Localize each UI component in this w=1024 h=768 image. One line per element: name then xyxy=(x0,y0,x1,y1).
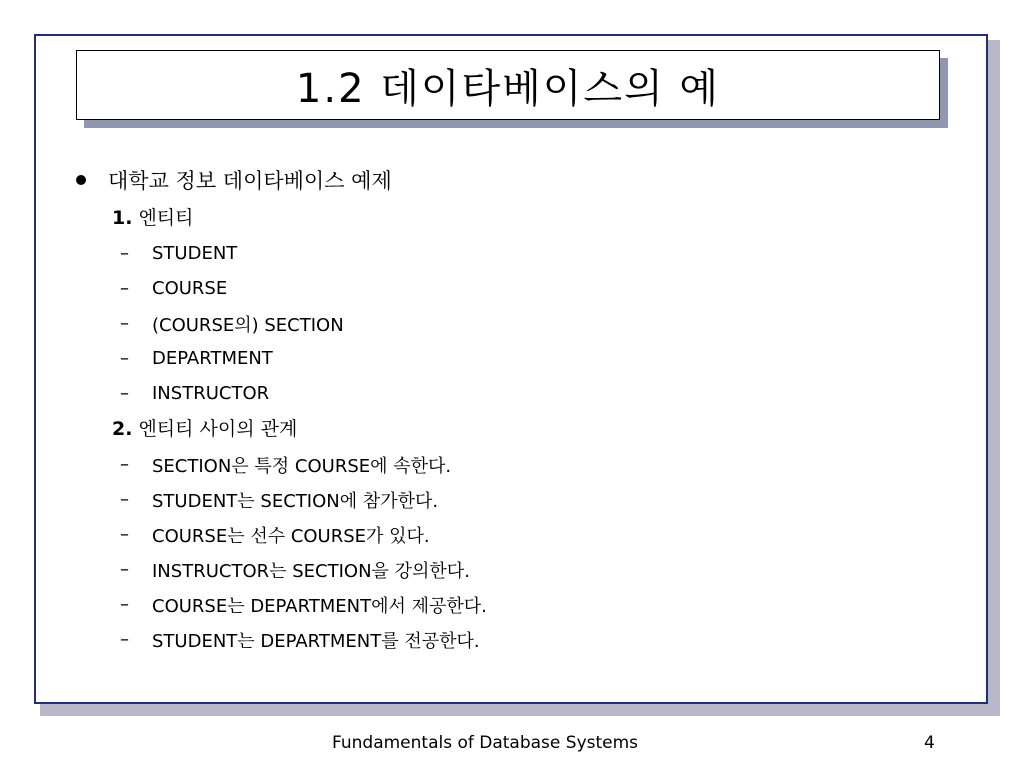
list-item-text: COURSE xyxy=(152,278,228,299)
dash-marker: – xyxy=(120,594,129,615)
slide-content xyxy=(70,160,950,657)
list-item xyxy=(120,552,950,587)
relationship-list xyxy=(120,447,950,657)
list-item xyxy=(120,236,950,271)
list-item xyxy=(120,341,950,376)
list-item-text: INSTRUCTOR xyxy=(152,383,270,404)
list-item xyxy=(120,517,950,552)
section-label: 엔티티 xyxy=(138,207,194,229)
list-item-text: DEPARTMENT xyxy=(152,348,273,369)
list-item-text: (COURSE의) SECTION xyxy=(152,314,344,336)
main-bullet xyxy=(70,160,950,200)
list-item-text: STUDENT는 DEPARTMENT를 전공한다. xyxy=(152,630,480,652)
list-item-text: INSTRUCTOR는 SECTION을 강의한다. xyxy=(152,560,470,582)
entity-list xyxy=(120,236,950,411)
list-item xyxy=(120,376,950,411)
list-item xyxy=(120,447,950,482)
list-item xyxy=(120,306,950,341)
list-item xyxy=(120,622,950,657)
dash-marker: – xyxy=(120,524,129,545)
page-number: 4 xyxy=(924,733,935,753)
list-item-text: COURSE는 DEPARTMENT에서 제공한다. xyxy=(152,595,487,617)
list-item xyxy=(120,271,950,306)
list-item-text: SECTION은 특정 COURSE에 속한다. xyxy=(152,455,452,477)
dash-marker: – xyxy=(120,278,129,299)
main-bullet-text: 대학교 정보 데이타베이스 예제 xyxy=(108,169,392,193)
dash-marker: – xyxy=(120,348,129,369)
list-item xyxy=(120,587,950,622)
list-item-text: STUDENT는 SECTION에 참가한다. xyxy=(152,490,439,512)
footer-title: Fundamentals of Database Systems xyxy=(332,733,639,753)
dash-marker: – xyxy=(120,559,129,580)
dash-marker: – xyxy=(120,243,129,264)
dash-marker: – xyxy=(120,454,129,475)
section-heading-entities xyxy=(112,200,950,236)
bullet-dot-icon xyxy=(76,175,86,185)
section-number: 1. xyxy=(112,207,133,229)
dash-marker: – xyxy=(120,629,129,650)
slide-title: 1.2 데이타베이스의 예 xyxy=(295,65,721,112)
list-item-text: COURSE는 선수 COURSE가 있다. xyxy=(152,525,430,547)
section-heading-relationships xyxy=(112,411,950,447)
title-box xyxy=(76,50,940,120)
section-label: 엔티티 사이의 관계 xyxy=(138,418,298,440)
dash-marker: – xyxy=(120,313,129,334)
dash-marker: – xyxy=(120,383,129,404)
list-item-text: STUDENT xyxy=(152,243,238,264)
section-number: 2. xyxy=(112,418,133,440)
dash-marker: – xyxy=(120,489,129,510)
list-item xyxy=(120,482,950,517)
